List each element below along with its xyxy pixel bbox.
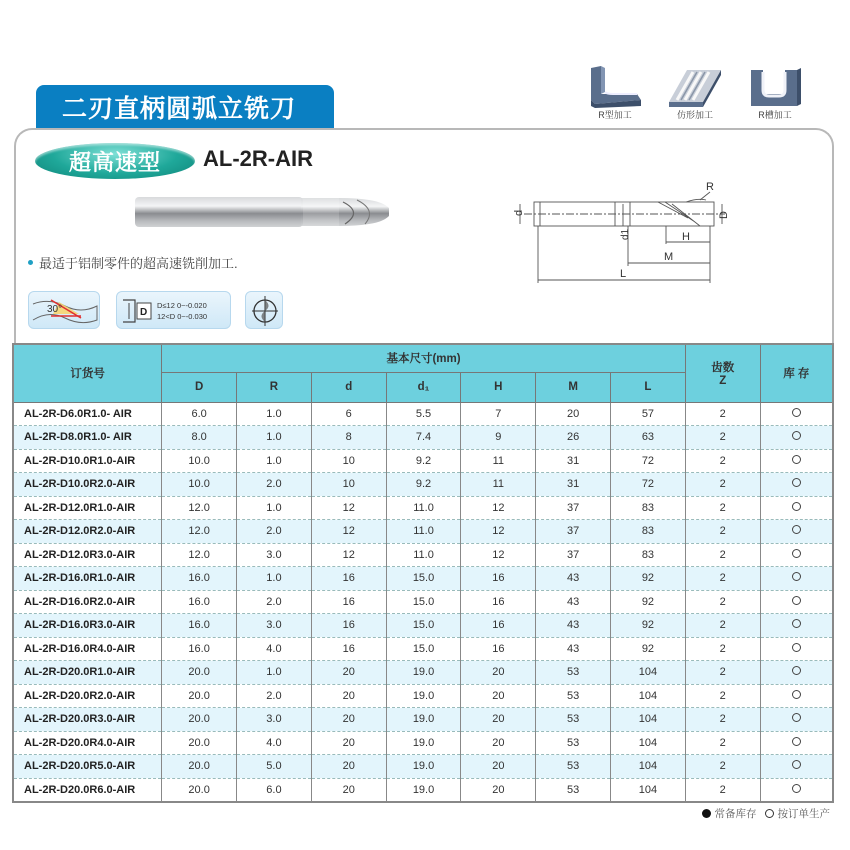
r-profile-machining-icon: [585, 66, 645, 108]
table-row: [13, 755, 833, 779]
cell-d1: 5.5: [386, 402, 461, 426]
cell-stock: [760, 708, 833, 732]
table-row: [13, 778, 833, 802]
cell-d: 20.0: [162, 755, 237, 779]
cell-l: 92: [611, 567, 686, 591]
r-groove-machining-icon: [745, 66, 805, 108]
cell-l: 72: [611, 473, 686, 497]
made-to-order-circle-icon: [792, 737, 801, 746]
stock-legend: 常备库存 按订单生产: [702, 806, 831, 821]
cell-l: 104: [611, 661, 686, 685]
cell-r: 4.0: [237, 637, 312, 661]
svg-text:D≤12 0~-0.020: D≤12 0~-0.020: [157, 301, 207, 310]
col-R: R: [237, 372, 312, 402]
cell-model: AL-2R-D16.0R1.0-AIR: [13, 567, 162, 591]
header-stock: 库 存: [760, 344, 833, 402]
cell-l: 104: [611, 755, 686, 779]
cell-l: 104: [611, 778, 686, 802]
cell-r: 1.0: [237, 661, 312, 685]
cell-d: 16: [311, 567, 386, 591]
cell-stock: [760, 496, 833, 520]
cell-d: 16: [311, 614, 386, 638]
cell-d1: 9.2: [386, 449, 461, 473]
made-to-order-circle-icon: [792, 713, 801, 722]
cell-d: 10.0: [162, 473, 237, 497]
cell-z: 2: [685, 614, 760, 638]
table-row: [13, 449, 833, 473]
cell-stock: [760, 473, 833, 497]
cell-d: 8: [311, 426, 386, 450]
cell-d1: 19.0: [386, 708, 461, 732]
cell-d1: 15.0: [386, 567, 461, 591]
application-icons: [575, 66, 815, 121]
cell-model: AL-2R-D16.0R3.0-AIR: [13, 614, 162, 638]
feature-description: 最适于铝制零件的超高速铣削加工.: [28, 253, 238, 272]
cell-d: 16.0: [162, 590, 237, 614]
made-to-order-circle-icon: [792, 502, 801, 511]
cell-model: AL-2R-D12.0R1.0-AIR: [13, 496, 162, 520]
cell-z: 2: [685, 520, 760, 544]
cell-d1: 19.0: [386, 684, 461, 708]
made-to-order-circle-icon: [792, 784, 801, 793]
cell-model: AL-2R-D20.0R1.0-AIR: [13, 661, 162, 685]
svg-text:30°: 30°: [47, 304, 63, 315]
made-to-order-circle-icon: [792, 690, 801, 699]
made-to-order-circle-icon: [792, 525, 801, 534]
cell-d1: 9.2: [386, 473, 461, 497]
cell-stock: [760, 426, 833, 450]
cell-d: 20: [311, 778, 386, 802]
cell-l: 104: [611, 684, 686, 708]
cell-h: 11: [461, 449, 536, 473]
cell-m: 53: [536, 708, 611, 732]
table-row: [13, 543, 833, 567]
cell-d1: 11.0: [386, 543, 461, 567]
cell-l: 104: [611, 708, 686, 732]
cell-stock: [760, 543, 833, 567]
header-basic-dimensions: 基本尺寸(mm): [162, 344, 686, 372]
cell-stock: [760, 567, 833, 591]
cell-h: 20: [461, 684, 536, 708]
cell-d: 10: [311, 473, 386, 497]
table-row: [13, 496, 833, 520]
cell-z: 2: [685, 449, 760, 473]
svg-text:L: L: [620, 268, 627, 280]
cell-stock: [760, 731, 833, 755]
cell-m: 53: [536, 661, 611, 685]
table-row: [13, 614, 833, 638]
cell-stock: [760, 449, 833, 473]
cell-d: 10: [311, 449, 386, 473]
cell-d1: 19.0: [386, 731, 461, 755]
cell-z: 2: [685, 755, 760, 779]
cell-m: 26: [536, 426, 611, 450]
product-title: 二刃直柄圆弧立铣刀: [36, 85, 334, 129]
cell-stock: [760, 637, 833, 661]
app-r-groove: R槽加工: [735, 66, 815, 121]
cell-m: 43: [536, 614, 611, 638]
helix-angle-icon: [28, 291, 100, 329]
cell-d: 20: [311, 731, 386, 755]
cell-m: 37: [536, 543, 611, 567]
cell-d: 16: [311, 637, 386, 661]
col-M: M: [536, 372, 611, 402]
table-row: [13, 567, 833, 591]
cell-z: 2: [685, 426, 760, 450]
cell-d: 6: [311, 402, 386, 426]
cell-l: 83: [611, 520, 686, 544]
col-L: L: [611, 372, 686, 402]
cell-z: 2: [685, 731, 760, 755]
diameter-tolerance-icon: [116, 291, 231, 329]
cell-model: AL-2R-D20.0R6.0-AIR: [13, 778, 162, 802]
table-row: [13, 708, 833, 732]
cell-d: 16.0: [162, 637, 237, 661]
made-to-order-circle-icon: [792, 478, 801, 487]
cell-r: 2.0: [237, 473, 312, 497]
cell-m: 20: [536, 402, 611, 426]
cell-h: 20: [461, 755, 536, 779]
cell-stock: [760, 661, 833, 685]
cell-model: AL-2R-D20.0R5.0-AIR: [13, 755, 162, 779]
cell-r: 2.0: [237, 520, 312, 544]
cell-stock: [760, 402, 833, 426]
made-to-order-circle-icon: [792, 431, 801, 440]
cell-l: 92: [611, 614, 686, 638]
svg-text:12<D 0~-0.030: 12<D 0~-0.030: [157, 312, 208, 321]
cell-h: 20: [461, 708, 536, 732]
cell-m: 53: [536, 778, 611, 802]
cell-l: 83: [611, 543, 686, 567]
table-row: [13, 426, 833, 450]
bullet-icon: [28, 260, 33, 265]
cell-m: 31: [536, 473, 611, 497]
table-row: [13, 520, 833, 544]
cell-d1: 19.0: [386, 755, 461, 779]
cell-r: 6.0: [237, 778, 312, 802]
cell-stock: [760, 755, 833, 779]
cell-r: 3.0: [237, 614, 312, 638]
cell-m: 43: [536, 637, 611, 661]
cell-d: 12: [311, 496, 386, 520]
cell-z: 2: [685, 708, 760, 732]
cell-d: 20: [311, 661, 386, 685]
cell-stock: [760, 684, 833, 708]
label-R: R: [706, 181, 714, 193]
cell-z: 2: [685, 543, 760, 567]
hollow-circle-icon: [765, 809, 774, 818]
cell-m: 31: [536, 449, 611, 473]
cell-d1: 7.4: [386, 426, 461, 450]
app-contour: 仿形加工: [655, 66, 735, 121]
cell-r: 5.0: [237, 755, 312, 779]
made-to-order-circle-icon: [792, 408, 801, 417]
cell-h: 9: [461, 426, 536, 450]
header-flutes: 齿数 Z: [685, 344, 760, 402]
cell-model: AL-2R-D12.0R3.0-AIR: [13, 543, 162, 567]
cell-d: 6.0: [162, 402, 237, 426]
cell-h: 16: [461, 567, 536, 591]
cell-d: 10.0: [162, 449, 237, 473]
made-to-order-circle-icon: [792, 666, 801, 675]
cell-m: 53: [536, 731, 611, 755]
cell-r: 3.0: [237, 543, 312, 567]
cell-z: 2: [685, 637, 760, 661]
cell-r: 2.0: [237, 590, 312, 614]
made-to-order-circle-icon: [792, 596, 801, 605]
cell-l: 92: [611, 590, 686, 614]
table-row: [13, 473, 833, 497]
cell-m: 37: [536, 496, 611, 520]
cell-stock: [760, 590, 833, 614]
cell-d: 16.0: [162, 614, 237, 638]
cell-d1: 15.0: [386, 590, 461, 614]
cell-h: 20: [461, 661, 536, 685]
cell-d: 8.0: [162, 426, 237, 450]
cell-z: 2: [685, 661, 760, 685]
cell-r: 2.0: [237, 684, 312, 708]
cell-d1: 15.0: [386, 614, 461, 638]
svg-text:M: M: [664, 251, 674, 263]
cell-d: 16: [311, 590, 386, 614]
cell-l: 83: [611, 496, 686, 520]
made-to-order-circle-icon: [792, 643, 801, 652]
svg-text:d1: d1: [620, 228, 631, 240]
cell-r: 1.0: [237, 567, 312, 591]
made-to-order-circle-icon: [792, 760, 801, 769]
made-to-order-circle-icon: [792, 549, 801, 558]
cell-r: 4.0: [237, 731, 312, 755]
cell-d: 12: [311, 520, 386, 544]
cell-h: 16: [461, 590, 536, 614]
table-row: [13, 684, 833, 708]
cell-model: AL-2R-D20.0R4.0-AIR: [13, 731, 162, 755]
header-order-no: 订货号: [13, 344, 162, 402]
table-row: [13, 731, 833, 755]
cell-d: 20.0: [162, 708, 237, 732]
app-r-profile: R型加工: [575, 66, 655, 121]
cell-l: 92: [611, 637, 686, 661]
svg-text:D: D: [140, 307, 148, 318]
cell-h: 16: [461, 637, 536, 661]
col-H: H: [461, 372, 536, 402]
cell-l: 57: [611, 402, 686, 426]
made-to-order-circle-icon: [792, 619, 801, 628]
cell-z: 2: [685, 590, 760, 614]
cell-m: 37: [536, 520, 611, 544]
cell-m: 43: [536, 567, 611, 591]
cell-r: 1.0: [237, 426, 312, 450]
cell-model: AL-2R-D20.0R2.0-AIR: [13, 684, 162, 708]
svg-text:D: D: [718, 211, 730, 219]
cell-d: 20: [311, 755, 386, 779]
cell-d1: 11.0: [386, 520, 461, 544]
cell-z: 2: [685, 402, 760, 426]
cell-z: 2: [685, 684, 760, 708]
cell-r: 3.0: [237, 708, 312, 732]
cell-model: AL-2R-D20.0R3.0-AIR: [13, 708, 162, 732]
speed-type-badge: 超高速型: [35, 143, 195, 179]
cell-m: 53: [536, 684, 611, 708]
cell-d: 20: [311, 708, 386, 732]
cell-z: 2: [685, 473, 760, 497]
cell-h: 12: [461, 543, 536, 567]
cell-model: AL-2R-D6.0R1.0- AIR: [13, 402, 162, 426]
contour-machining-icon: [665, 66, 725, 108]
cell-d: 20.0: [162, 661, 237, 685]
model-code: AL-2R-AIR: [203, 146, 313, 171]
cell-d1: 11.0: [386, 496, 461, 520]
cell-r: 1.0: [237, 496, 312, 520]
cell-z: 2: [685, 567, 760, 591]
cell-model: AL-2R-D12.0R2.0-AIR: [13, 520, 162, 544]
table-row: [13, 402, 833, 426]
table-row: [13, 590, 833, 614]
two-flute-section-icon: [245, 291, 283, 329]
cell-z: 2: [685, 496, 760, 520]
specification-table: [12, 343, 834, 803]
end-mill-image: [133, 194, 393, 228]
cell-d: 12: [311, 543, 386, 567]
cell-d: 20.0: [162, 731, 237, 755]
cell-h: 12: [461, 496, 536, 520]
col-D: D: [162, 372, 237, 402]
cell-d: 12.0: [162, 543, 237, 567]
cell-d: 12.0: [162, 496, 237, 520]
table-row: [13, 661, 833, 685]
cell-model: AL-2R-D10.0R1.0-AIR: [13, 449, 162, 473]
dimension-diagram: [510, 178, 735, 286]
table-row: [13, 637, 833, 661]
cell-h: 16: [461, 614, 536, 638]
cell-d: 20.0: [162, 684, 237, 708]
cell-model: AL-2R-D8.0R1.0- AIR: [13, 426, 162, 450]
svg-text:H: H: [682, 231, 690, 243]
col-d: d: [311, 372, 386, 402]
cell-l: 104: [611, 731, 686, 755]
cell-d: 16.0: [162, 567, 237, 591]
cell-d: 12.0: [162, 520, 237, 544]
made-to-order-circle-icon: [792, 455, 801, 464]
made-to-order-circle-icon: [792, 572, 801, 581]
cell-d1: 19.0: [386, 778, 461, 802]
cell-l: 72: [611, 449, 686, 473]
cell-h: 11: [461, 473, 536, 497]
cell-r: 1.0: [237, 402, 312, 426]
cell-h: 12: [461, 520, 536, 544]
cell-model: AL-2R-D10.0R2.0-AIR: [13, 473, 162, 497]
cell-d: 20.0: [162, 778, 237, 802]
svg-text:d: d: [513, 209, 525, 216]
cell-m: 53: [536, 755, 611, 779]
cell-r: 1.0: [237, 449, 312, 473]
cell-d1: 15.0: [386, 637, 461, 661]
cell-d1: 19.0: [386, 661, 461, 685]
cell-h: 20: [461, 778, 536, 802]
cell-model: AL-2R-D16.0R4.0-AIR: [13, 637, 162, 661]
cell-h: 7: [461, 402, 536, 426]
cell-l: 63: [611, 426, 686, 450]
col-d1: d₁: [386, 372, 461, 402]
cell-d: 20: [311, 684, 386, 708]
cell-z: 2: [685, 778, 760, 802]
cell-stock: [760, 614, 833, 638]
cell-stock: [760, 778, 833, 802]
filled-circle-icon: [702, 809, 711, 818]
cell-m: 43: [536, 590, 611, 614]
cell-stock: [760, 520, 833, 544]
cell-model: AL-2R-D16.0R2.0-AIR: [13, 590, 162, 614]
cell-h: 20: [461, 731, 536, 755]
